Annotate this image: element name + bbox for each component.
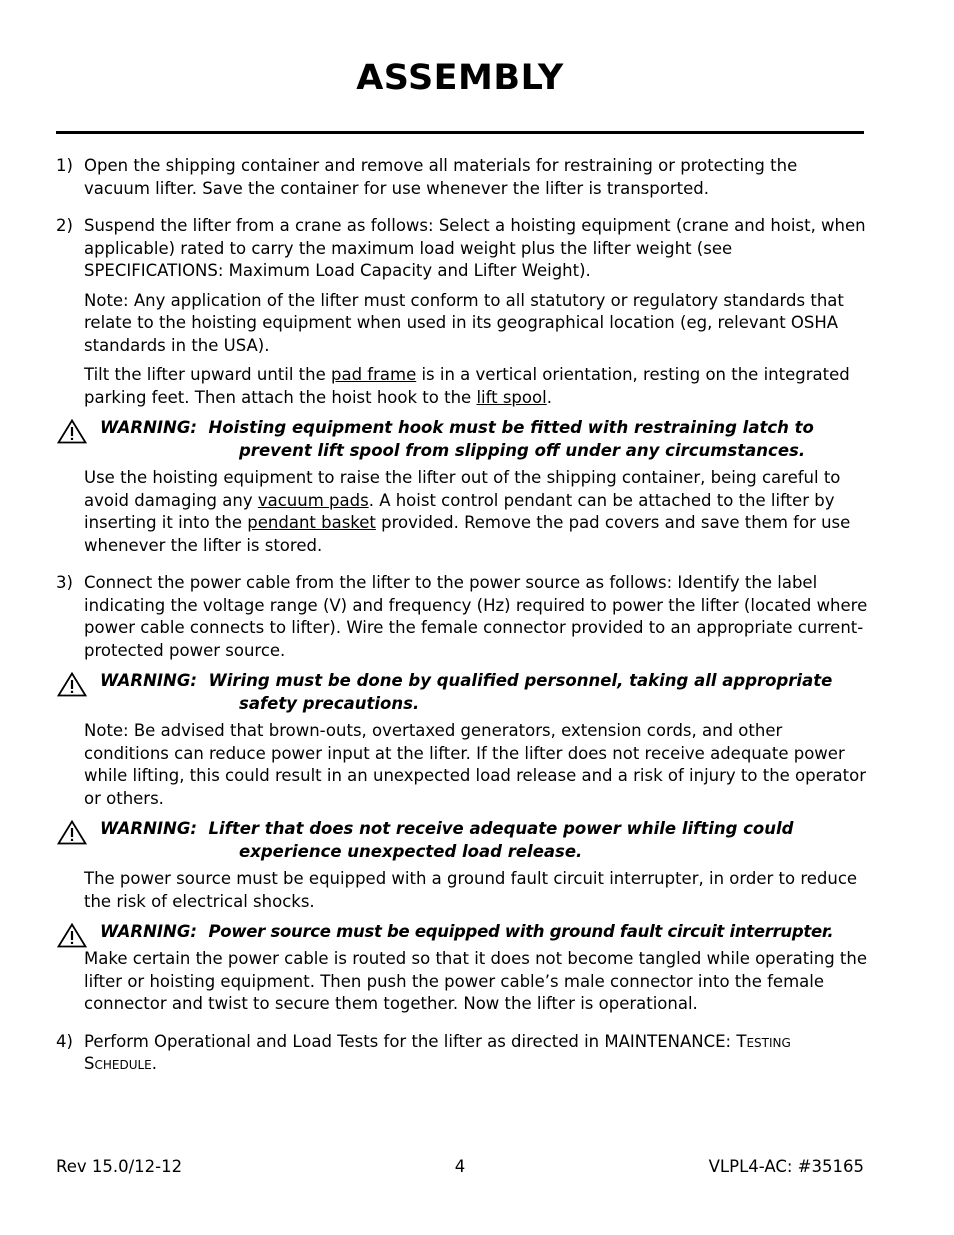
lift-spool-term: lift spool	[476, 387, 547, 407]
step-4	[56, 1031, 868, 1076]
assembly-steps	[56, 155, 868, 1091]
warning-label: WARNING:	[100, 671, 197, 690]
step-2	[56, 215, 868, 557]
warning-label: WARNING:	[100, 418, 197, 437]
step-2-raise-text: Use the hoisting equipment to raise the lifter out of the shipping container, being careful to avoid damaging any vacuum pads. A hoist control pendant can be attached to the lifter by inserting it into the pendant basket provided. Remove the pad covers and save them for use whenever the lifter is stored.	[84, 468, 851, 555]
warning-text: Hoisting equipment hook must be fitted with restraining latch to	[208, 418, 814, 437]
step-number: 3)	[56, 573, 73, 592]
warning-triangle-icon	[57, 672, 87, 697]
step-1	[56, 155, 868, 200]
revision-label: Rev 15.0/12-12	[56, 1157, 183, 1176]
step-3	[56, 572, 868, 1016]
warning-wiring	[56, 669, 868, 715]
warning-triangle-icon	[57, 820, 87, 845]
step-3-note: Note: Be advised that brown-outs, overtaxed generators, extension cords, and other conditions can reduce power input at the lifter. If the lifter does not receive adequate power while lifting, this could result in an unexpected load release and a risk of injury to the operator or others.	[84, 721, 867, 808]
warning-text-continued: prevent lift spool from slipping off under any circumstances.	[239, 441, 806, 460]
pad-frame-term: pad frame	[330, 365, 417, 384]
step-1-text: Open the shipping container and remove all materials for restraining or protecting the vacuum lifter. Save the container for use whenever the lifter is transported.	[84, 156, 798, 198]
step-2-note: Note: Any application of the lifter must conform to all statutory or regulatory standards that relate to the hoisting equipment when used in its geographical location (eg, relevant OSHA standards in the USA).	[84, 290, 844, 355]
document-id: VLPL4-AC: #35165	[708, 1157, 864, 1176]
warning-gfci	[56, 920, 868, 943]
step-2-text: Suspend the lifter from a crane as follows: Select a hoisting equipment (crane and hoist, when applicable) rated to carry the maximum load weight plus the lifter weight (see SPECIFICATIONS: Maximum Load Capacity and Lifter Weight).	[84, 216, 866, 280]
warning-triangle-icon	[57, 419, 87, 444]
page-title: ASSEMBLY	[356, 58, 564, 98]
warning-text: Lifter that does not receive adequate power while lifting could	[208, 819, 794, 838]
page-number: 4	[454, 1157, 466, 1176]
page-footer	[56, 1157, 864, 1179]
warning-label: WARNING:	[100, 819, 197, 838]
pendant-basket-term: pendant basket	[247, 513, 376, 532]
step-3-routing-text: Make certain the power cable is routed so that it does not become tangled while operating the lifter or hoisting equipment. Then push the power cable’s male connector into the female connector and twist to secure them together. Now the lifter is operational.	[84, 949, 868, 1013]
step-3-text: Connect the power cable from the lifter to the power source as follows: Identify the label indicating the voltage range (V) and frequency (Hz) required to power the lifter (located where power cable connects to lifter). Wire the female connector provided to an appropriate current-protected power source.	[84, 573, 868, 660]
warning-text: Wiring must be done by qualified personnel, taking all appropriate	[208, 671, 833, 690]
warning-text: Power source must be equipped with ground fault circuit interrupter.	[208, 922, 834, 941]
vacuum-pads-term: vacuum pads	[257, 490, 369, 510]
warning-power	[56, 817, 868, 863]
warning-text-continued: safety precautions.	[239, 694, 420, 713]
testing-schedule-ref: Testing Schedule	[84, 1031, 791, 1073]
title-divider	[56, 131, 864, 134]
step-number: 2)	[56, 216, 73, 235]
warning-hoist-hook	[56, 416, 868, 462]
step-number: 4)	[56, 1031, 73, 1051]
warning-triangle-icon	[57, 923, 87, 948]
warning-text-continued: experience unexpected load release.	[239, 842, 583, 861]
step-4-text: Perform Operational and Load Tests for the lifter as directed in MAINTENANCE: Testing Schedule.	[84, 1031, 791, 1073]
warning-label: WARNING:	[100, 922, 197, 941]
step-2-tilt-text: Tilt the lifter upward until the pad frame is in a vertical orientation, resting on the integrated parking feet. Then attach the hoist hook to the lift spool.	[84, 365, 850, 407]
step-3-gfci-text: The power source must be equipped with a ground fault circuit interrupter, in order to reduce the risk of electrical shocks.	[84, 869, 858, 911]
step-number: 1)	[56, 156, 73, 175]
